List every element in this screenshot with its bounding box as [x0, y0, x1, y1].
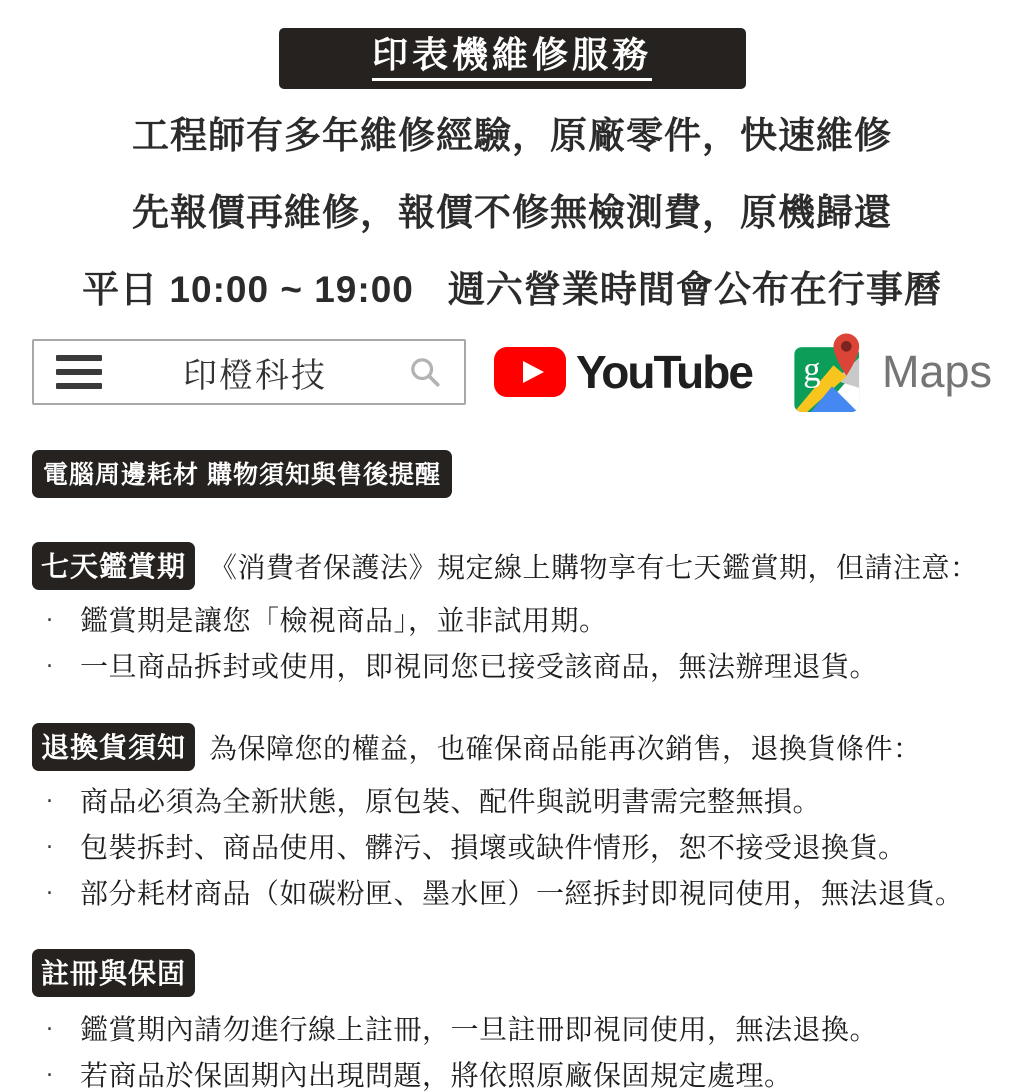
- list-item: ‧ 一旦商品拆封或使用，即視同您已接受該商品，無法辦理退貨。: [46, 651, 879, 683]
- list-item: ‧ 鑑賞期是讓您「檢視商品」，並非試用期。: [46, 605, 608, 637]
- saturday-hours-note: 週六營業時間會公布在行事曆: [447, 269, 942, 311]
- list-item: ‧ 鑑賞期內請勿進行線上註冊，一旦註冊即視同使用，無法退換。: [46, 1014, 879, 1046]
- section-badge: 註冊與保固: [32, 949, 195, 997]
- section-registration-warranty: [32, 949, 992, 1092]
- section-intro: 為保障您的權益，也確保商品能再次銷售，退換貨條件：: [209, 732, 922, 764]
- bullet-dot: ‧: [46, 608, 54, 634]
- maps-link[interactable]: [794, 332, 992, 412]
- list-item: ‧ 包裝拆封、商品使用、髒污、損壞或缺件情形，恕不接受退換貨。: [46, 831, 907, 863]
- intro-line-1: 工程師有多年維修經驗，原廠零件，快速維修: [132, 115, 892, 157]
- maps-wordmark: Maps: [881, 346, 992, 398]
- youtube-wordmark: YouTube: [576, 346, 752, 399]
- youtube-link[interactable]: [494, 345, 752, 399]
- section-badge: 七天鑑賞期: [32, 542, 195, 590]
- bullet-dot: ‧: [46, 1063, 54, 1089]
- svg-text:g: g: [803, 349, 821, 389]
- page-title: 印表機維修服務: [372, 34, 652, 81]
- notice-badge: 電腦周邊耗材 購物須知與售後提醒: [32, 450, 452, 498]
- intro-line-2: 先報價再維修，報價不修無檢測費，原機歸還: [132, 192, 892, 234]
- page-title-banner: [279, 28, 746, 89]
- search-bar[interactable]: [32, 339, 466, 405]
- youtube-play-icon: [494, 347, 566, 397]
- google-maps-icon: [794, 332, 870, 412]
- section-intro: 《消費者保護法》規定線上購物享有七天鑑賞期，但請注意：: [209, 552, 979, 584]
- list-item: ‧ 部分耗材商品（如碳粉匣、墨水匣）一經拆封即視同使用，無法退貨。: [46, 877, 964, 909]
- section-badge: 退換貨須知: [32, 723, 195, 771]
- bullet-dot: ‧: [46, 788, 54, 814]
- section-returns: [32, 723, 992, 909]
- list-item: ‧ 商品必須為全新狀態，原包裝、配件與説明書需完整無損。: [46, 785, 822, 817]
- bullet-dot: ‧: [46, 834, 54, 860]
- section-seven-day-trial: [32, 542, 992, 683]
- menu-icon[interactable]: [56, 355, 102, 389]
- search-icon[interactable]: [408, 355, 442, 389]
- logo-row: [32, 336, 992, 408]
- list-item: ‧ 若商品於保固期內出現問題，將依照原廠保固規定處理。: [46, 1060, 793, 1092]
- weekday-hours: 平日 10:00 ~ 19:00: [82, 269, 414, 311]
- search-input[interactable]: 印橙科技: [183, 356, 327, 395]
- bullet-dot: ‧: [46, 1017, 54, 1043]
- bullet-dot: ‧: [46, 880, 54, 906]
- intro-line-hours: [32, 259, 992, 313]
- bullet-dot: ‧: [46, 654, 54, 680]
